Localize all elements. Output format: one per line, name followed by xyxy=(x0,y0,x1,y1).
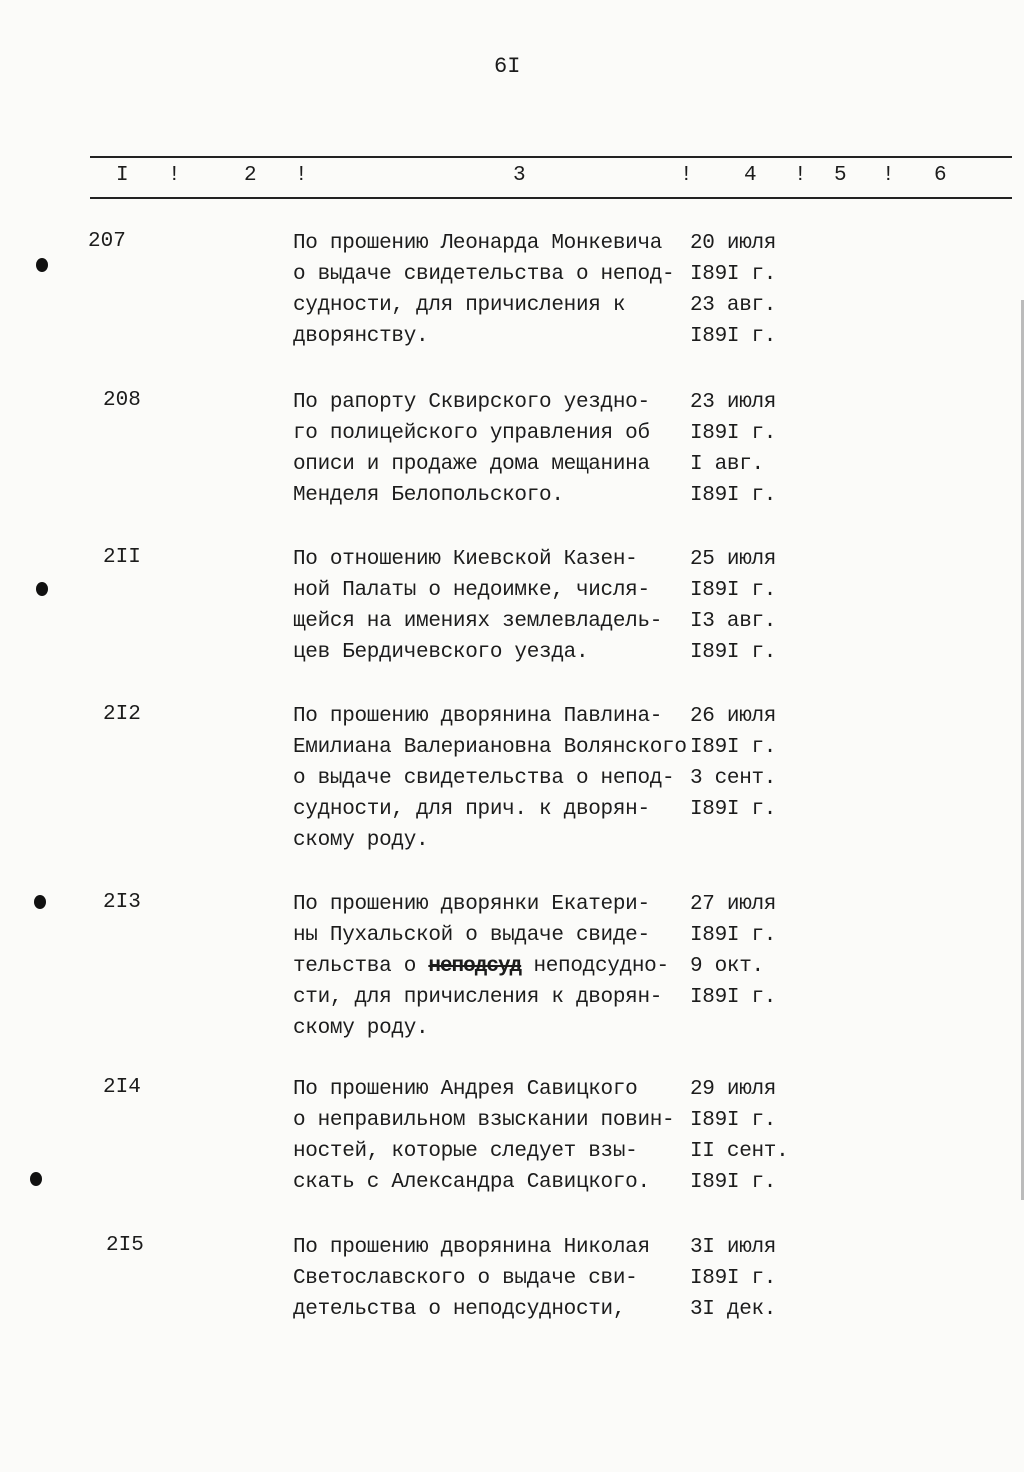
entry-date-line: I89I г. xyxy=(690,1267,777,1290)
entry-date-line: I89I г. xyxy=(690,579,777,602)
header-sep: ! xyxy=(295,164,308,187)
entry-description-line: ны Пухальской о выдаче свиде- xyxy=(293,924,650,947)
entry-description-line: Менделя Белопольского. xyxy=(293,484,564,507)
entry-description-line: По прошению дворянина Николая xyxy=(293,1236,650,1259)
entry-date-line: 26 июля xyxy=(690,705,777,728)
entry-date-line: 25 июля xyxy=(690,548,777,571)
text: неподсудно- xyxy=(521,955,669,978)
entry-number: 2II xyxy=(103,546,141,569)
entry-number: 207 xyxy=(88,230,126,253)
entry-description-line: сти, для причисления к дворян- xyxy=(293,986,663,1009)
entry-date-line: I89I г. xyxy=(690,1109,777,1132)
entry-date-line: I89I г. xyxy=(690,924,777,947)
entry-number: 2I2 xyxy=(103,703,141,726)
entry-date-line: I89I г. xyxy=(690,325,777,348)
entry-description-line: дворянству. xyxy=(293,325,429,348)
entry-description-line: По рапорту Сквирского уездно- xyxy=(293,391,650,414)
entry-description-line: ностей, которые следует взы- xyxy=(293,1140,638,1163)
entry-date-line: 3I июля xyxy=(690,1236,777,1259)
punch-hole xyxy=(34,895,46,909)
entry-date-line: I89I г. xyxy=(690,798,777,821)
entry-description-line: По прошению Леонарда Монкевича xyxy=(293,232,663,255)
entry-date-line: I89I г. xyxy=(690,422,777,445)
entry-number: 208 xyxy=(103,389,141,412)
entry-description-line: Светославского о выдаче сви- xyxy=(293,1267,638,1290)
entry-date-line: I89I г. xyxy=(690,1171,777,1194)
page-number: 6I xyxy=(494,54,521,79)
entry-date-line: I3 авг. xyxy=(690,610,777,633)
entry-date-line: 27 июля xyxy=(690,893,777,916)
entry-date-line: 20 июля xyxy=(690,232,777,255)
header-col-6: 6 xyxy=(934,164,947,187)
entry-description-line: го полицейского управления об xyxy=(293,422,650,445)
entry-number: 2I5 xyxy=(106,1234,144,1257)
entry-description-line: скому роду. xyxy=(293,829,429,852)
text: тельства о xyxy=(293,955,429,978)
header-sep: ! xyxy=(882,164,895,187)
entry-description-line: По прошению дворянки Екатери- xyxy=(293,893,650,916)
entry-date-line: I авг. xyxy=(690,453,764,476)
entry-date-line: II сент. xyxy=(690,1140,789,1163)
entry-description-line: По прошению Андрея Савицкого xyxy=(293,1078,638,1101)
entry-date-line: 3 сент. xyxy=(690,767,777,790)
entry-number: 2I4 xyxy=(103,1076,141,1099)
header-col-4: 4 xyxy=(744,164,757,187)
entry-description-line: судности, для прич. к дворян- xyxy=(293,798,650,821)
entry-date-line: 29 июля xyxy=(690,1078,777,1101)
punch-hole xyxy=(36,258,48,272)
header-col-5: 5 xyxy=(834,164,847,187)
struck-word: неподсуд xyxy=(428,955,522,978)
entry-description-line: скать с Александра Савицкого. xyxy=(293,1171,650,1194)
punch-hole xyxy=(36,582,48,596)
entry-description-line: По отношению Киевской Казен- xyxy=(293,548,638,571)
entry-description-line xyxy=(293,951,669,982)
entry-date-line: 3I дек. xyxy=(690,1298,777,1321)
entry-description-line: цев Бердичевского уезда. xyxy=(293,641,589,664)
entry-description-line: ной Палаты о недоимке, числя- xyxy=(293,579,650,602)
entry-date-line: 9 окт. xyxy=(690,955,764,978)
header-col-3: 3 xyxy=(513,164,526,187)
entry-date-line: I89I г. xyxy=(690,263,777,286)
header-sep: ! xyxy=(680,164,693,187)
table-header-top-rule xyxy=(90,156,1012,158)
table-header-bottom-rule xyxy=(90,197,1012,199)
entry-description-line: судности, для причисления к xyxy=(293,294,626,317)
entry-description-line: Емилиана Валериановна Волянского xyxy=(293,736,687,759)
entry-description-line: описи и продаже дома мещанина xyxy=(293,453,650,476)
entry-date-line: 23 июля xyxy=(690,391,777,414)
entry-description-line: По прошению дворянина Павлина- xyxy=(293,705,663,728)
entry-date-line: 23 авг. xyxy=(690,294,777,317)
entry-description-line: скому роду. xyxy=(293,1017,429,1040)
entry-date-line: I89I г. xyxy=(690,986,777,1009)
entry-date-line: I89I г. xyxy=(690,641,777,664)
header-sep: ! xyxy=(168,164,181,187)
entry-date-line: I89I г. xyxy=(690,484,777,507)
punch-hole xyxy=(30,1172,42,1186)
entry-description-line: щейся на имениях землевладель- xyxy=(293,610,663,633)
header-col-2: 2 xyxy=(244,164,257,187)
entry-description-line: детельства о неподсудности, xyxy=(293,1298,626,1321)
entry-description-line: о неправильном взыскании повин- xyxy=(293,1109,675,1132)
header-col-1: I xyxy=(116,164,129,187)
entry-date-line: I89I г. xyxy=(690,736,777,759)
entry-description-line: о выдаче свидетельства о непод- xyxy=(293,263,675,286)
entry-number: 2I3 xyxy=(103,891,141,914)
header-sep: ! xyxy=(794,164,807,187)
entry-description-line: о выдаче свидетельства о непод- xyxy=(293,767,675,790)
